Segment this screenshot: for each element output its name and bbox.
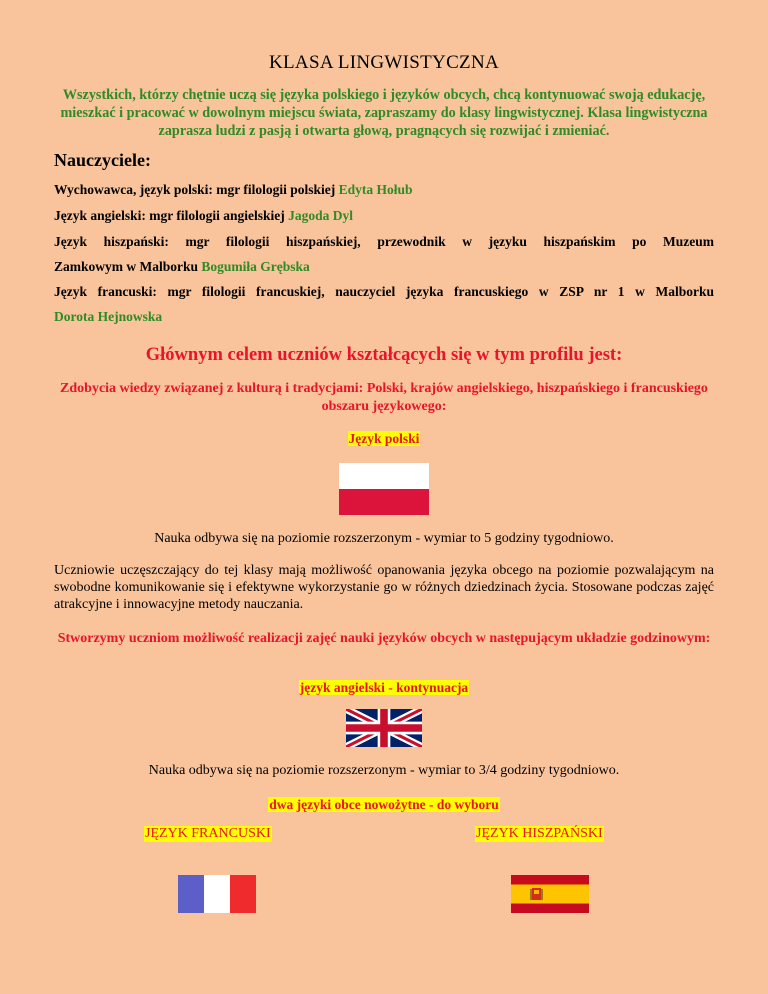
teacher-role: Wychowawca, język polski: mgr filologii polskiej <box>54 182 339 197</box>
teacher-name: Jagoda Dyl <box>288 208 354 223</box>
page-title: KLASA LINGWISTYCZNA <box>269 52 499 73</box>
choice-label-wrap <box>0 796 768 814</box>
teacher-name: Edyta Hołub <box>338 182 413 197</box>
polish-label: Język polski <box>348 431 420 446</box>
france-flag-icon <box>178 875 256 913</box>
teacher-name: Bogumiła Grębska <box>201 259 310 274</box>
schedule-heading: Stworzymy uczniom możliwość realizacji zajęć nauki języków obcych w następującym układzie godzinowym: <box>57 631 711 646</box>
spain-flag-icon <box>511 875 589 913</box>
foreign-intro-paragraph: Uczniowie uczęszczający do tej klasy mają możliwość opanowania języka obcego na poziomie pozwalającym na swobodne komunikowanie się i efektywne wykorzystanie go w różnych dziedzinach życia. Stosowane podczas zajęć atrakcyjne i innowacyjne metody nauczania. <box>54 563 714 612</box>
polish-label-wrap <box>0 430 768 448</box>
choice-label: dwa języki obce nowożytne - do wyboru <box>269 797 499 812</box>
english-label: język angielski - kontynuacja <box>299 680 469 695</box>
intro-paragraph: Wszystkich, którzy chętnie uczą się języka polskiego i języków obcych, chcą kontynuować swoją edukację, mieszkać i pracować w dowolnym miejscu świata, zapraszamy do klasy lingwistycznej. Klasa lingwistyczna zaprasza ludzi z pasją i otwarta głową, pragnących się rozwijać i zmieniać. <box>60 87 708 139</box>
teacher-line-french-b: Dorota Hejnowska <box>54 309 163 324</box>
uk-flag-icon <box>345 709 423 747</box>
spanish-label: JĘZYK HISZPAŃSKI <box>476 826 603 841</box>
english-hours-text: Nauka odbywa się na poziomie rozszerzonym - wymiar to 3/4 godziny tygodniowo. <box>148 763 620 778</box>
teacher-line-english <box>54 208 714 224</box>
teacher-line-polish <box>54 182 714 198</box>
teachers-heading: Nauczyciele: <box>54 150 151 170</box>
french-label: JĘZYK FRANCUSKI <box>145 826 271 841</box>
teacher-line-spanish-b <box>54 259 714 275</box>
english-label-wrap <box>0 679 768 697</box>
teacher-line-french-a: Język francuski: mgr filologii francuskiej, nauczyciel języka francuskiego w ZSP nr 1 w Malborku <box>54 284 714 299</box>
goal-subheading: Zdobycia wiedzy związanej z kulturą i tradycjami: Polski, krajów angielskiego, hiszpańskiego i francuskiego obszaru językowego: <box>60 381 708 414</box>
teacher-line-spanish-a: Język hiszpański: mgr filologii hiszpańskiej, przewodnik w języku hiszpańskim po Muzeum <box>54 234 714 249</box>
goal-heading: Głównym celem uczniów kształcących się w tym profilu jest: <box>145 345 623 365</box>
poland-flag-icon <box>339 463 429 515</box>
polish-hours-text: Nauka odbywa się na poziomie rozszerzonym - wymiar to 5 godziny tygodniowo. <box>154 531 614 546</box>
teacher-role: Język angielski: mgr filologii angielskiej <box>54 208 289 223</box>
teacher-role: Zamkowym w Malborku <box>54 259 202 274</box>
